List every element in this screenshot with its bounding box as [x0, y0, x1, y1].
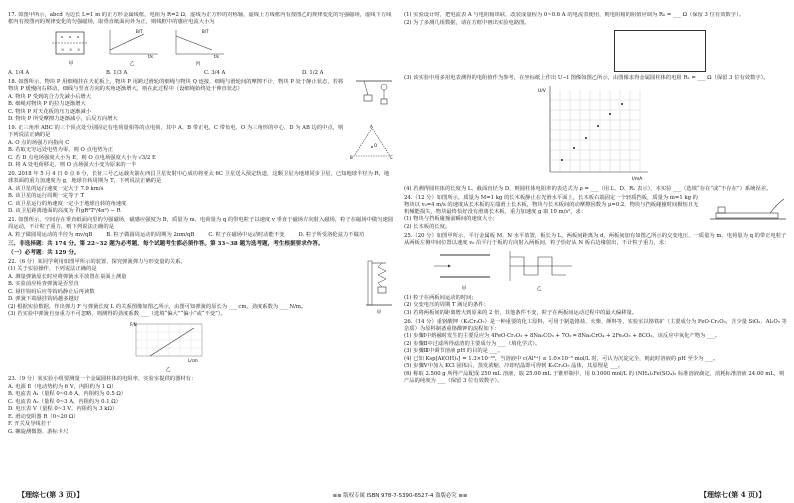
q22-line-6: (2) 根据实验数据，作出弹力 F 与弹簧长度 L 的关系图像如图乙所示，由图可知弹簧的原长为 ___ cm，劲度系数为 ___ N/m。 — [8, 303, 307, 310]
q20-option-c: C. 该卫星运行的角速度一定小于地球自转的角速度 — [8, 200, 127, 207]
q25-line-1: (1) 粒子在两板间运动的时间； — [404, 294, 477, 301]
q19-option-a: A. O 点的场强方向指向 C — [8, 139, 70, 146]
svg-text:×: × — [77, 47, 81, 52]
q18-pulley-diagram — [354, 79, 394, 105]
q25-fig-label-b: 乙 — [536, 285, 542, 292]
q17-b-t-label: t/s — [148, 54, 153, 58]
footer-page-3: 【理综七(第 3 页)】 — [18, 490, 84, 499]
q25-parallel-plates — [434, 249, 494, 283]
q23-item-g: G. 螺旋测微器、游标卡尺 — [8, 428, 69, 435]
q25-voltage-graph — [504, 249, 574, 283]
q20-option-b: B. 该卫星的运行周期一定等于 T — [8, 193, 85, 199]
q23c-line-2: (2) 为了多测几组数据，请在方框中画出实验电路图。 — [404, 19, 530, 26]
q26-line-4: (4) 已知 Ksp[Al(OH)₃] = 1.3×10⁻³³，当溶液中 c(Al³⁺) ≤ 1.0×10⁻⁵ mol/L 时，可认为沉淀完全，则此时溶液的 pH 至少为 ___。 — [404, 355, 719, 362]
q25-stem: 25.（20 分）如图甲所示，平行金属板 M、N 水平放置，板长为 L，两板间距离为 d，两板间加有如图乙所示的交变电压，一质量为 m、电荷量为 q 的带正电粒子从两板左侧中间位置以速度 v₀ 沿平行于板的方向射入两板间，粒子恰好从 N 板右边缘射出，不计粒子重力，求： — [404, 232, 787, 246]
q21-option-d: D. 粒子所受洛伦兹力不做功 — [298, 231, 365, 238]
q22-line-3: B. 实验前应检查弹簧是否竖直 — [8, 281, 79, 287]
q22-axis-l: L/cm — [188, 358, 198, 363]
q20-option-a: A. 该卫星的运行速度一定大于 7.9 km/s — [8, 185, 104, 192]
q19-option-b: B. 若取无穷远处电势为零，则 O 点电势为正 — [8, 147, 114, 153]
svg-text:×: × — [61, 47, 65, 52]
q17-fig-a — [48, 28, 94, 68]
q22-graph-row — [128, 320, 394, 374]
question-26 — [404, 319, 788, 385]
q23-item-c: C. 电流表 A₂（量程 0~3 A，内阻约为 0.1 Ω） — [8, 398, 121, 405]
q19-vertex-a: A — [370, 125, 373, 129]
q17-option-a: A. 1/4 A — [8, 70, 30, 76]
q21-option-c: C. 粒子在磁场中运动时动能不变 — [208, 231, 285, 238]
q22-line-5: D. 弹簧下端悬挂钩码越多越好 — [8, 296, 79, 302]
question-23-continued — [404, 12, 788, 193]
q25-fig-a — [434, 249, 494, 293]
q19-triangle-diagram — [350, 125, 394, 159]
q25-figures — [434, 249, 788, 293]
q20-stem: 20. 2018 年 5 月 4 日 0 点 6 分，长征三号乙运载火箭在西昌卫星发射中心成功将亚太 6C 卫星送入预定轨道，这颗卫星为地球同步卫星，已知地球半径为 R，地球表面的重力加速度为 g，地球自转周期为 T，下列说法正确的是 — [8, 171, 390, 184]
question-25 — [404, 233, 788, 317]
q22-fig-label-a: 甲 — [376, 309, 382, 316]
question-24 — [404, 195, 788, 231]
q23-axis-u: U/V — [538, 88, 546, 94]
q23-item-d: D. 电压表 V（量程 0~3 V，内阻约为 3 kΩ） — [8, 406, 118, 412]
q22-line-1: (1) 关于实验操作，下列说法正确的是 — [8, 266, 97, 272]
q26-line-2: (2) 步骤Ⅱ中过滤所得滤渣的主要成分为 ___（填化学式）。 — [404, 340, 541, 347]
footer-page-4: 【理综七(第 4 页)】 — [700, 490, 766, 499]
circuit-answer-box — [614, 30, 706, 72]
q19-option-c: C. 若 D 点电场强度大小为 E，则 O 点电场强度大小为 √3/2 E — [8, 154, 156, 161]
q19-option-d: D. 将 A 处电荷移走，则 O 点场强大小变为原来的一半 — [8, 162, 137, 168]
q23c-line-4: (4) 若测得圆柱体的长度为 L、截面直径为 D，则圆柱体电阻率的表达式为 ρ = ___（用 L、D、Rₓ 表示），本实验 ___（选填“存在”或“不存在”）系统误差。 — [404, 185, 772, 192]
question-22 — [8, 259, 394, 375]
q22-figures — [364, 259, 394, 317]
q17-fig-label-b: 乙 — [129, 61, 135, 67]
q22-spring-apparatus — [364, 259, 394, 307]
q23-item-b: B. 电流表 A₁（量程 0~0.6 A，内阻约为 0.5 Ω） — [8, 391, 127, 397]
q24-line-1: (1) 物块与挡板碰撞前瞬间的速度大小； — [404, 216, 498, 222]
q22-line-7: (3) 若实验中弹簧自身重力不可忽略，则测得的劲度系数 ___（选填“偏大”“偏小”或“不变”）。 — [8, 311, 226, 317]
q22-graph-wrap — [128, 320, 208, 374]
q23-voltage-current-graph — [536, 84, 656, 184]
q25-line-3: (3) 若将两板间的距离增大到原来的 2 倍，其他条件不变，粒子在两板间运动过程中的最大偏移量。 — [404, 309, 638, 316]
q19-vertex-b: B — [350, 155, 353, 159]
q24-line-2: (2) 长木板的长度。 — [404, 223, 451, 230]
q17-option-c: C. 3/4 A — [204, 70, 226, 76]
q23-stem: 23.（9 分）某实验小组要测量一个金属圆柱体的电阻率，实验室提供的器材有： — [8, 376, 197, 382]
q22-axis-f: F/N — [130, 322, 137, 327]
q23-item-e: E. 滑动变阻器 R（0~20 Ω） — [8, 413, 79, 420]
q17-graph-b — [104, 28, 160, 58]
svg-text:×: × — [69, 47, 73, 52]
q17-c-axis-label: B/T — [202, 29, 209, 34]
q22-stem: 22.（6 分）某同学利用如图甲所示的装置，探究弹簧弹力与形变量的关系。 — [8, 258, 186, 265]
left-page — [8, 12, 394, 482]
q26-stem: 26.（14 分）重铬酸钾（K₂Cr₂O₇）是一种重要的化工原料，可用于制造铬盐、火柴、颜料等，实验室以铬铁矿（主要成分为 FeO·Cr₂O₃，含少量 SiO₂、Al₂O₃ 等杂质）为原料制备重铬酸钾的流程如下： — [404, 318, 787, 332]
q17-fig-b — [104, 28, 160, 68]
q22-force-length-graph — [128, 320, 208, 364]
q20-option-d: D. 该卫星距离地面的高度为 ∛(gR²T²/4π²) − R — [8, 208, 121, 214]
question-20 — [8, 171, 394, 215]
q23-item-a: A. 电源 E（电动势约为 6 V，内阻约为 1 Ω） — [8, 383, 117, 390]
q17-figures — [48, 28, 394, 68]
q17-fig-label-c: 丙 — [195, 61, 201, 67]
q19-center-o: O — [374, 143, 378, 148]
q22-fig-label-b: 乙 — [165, 367, 171, 373]
q26-line-1: (1) 步骤Ⅰ中熔融时发生的主要反应为 4FeO·Cr₂O₃ + 8Na₂CO₃ + 7O₂ ═ 8Na₂CrO₄ + 2Fe₂O₃ + 8CO₂，该反应中氧化产物为 ___。 — [404, 333, 721, 339]
q17-stem: 17. 如图甲所示，abcd 为边长 L=1 m 的正方形金属线框，电阻为 R=2 Ω，虚线为正方形的对称轴，虚线上方线框内有按图乙的规律变化的匀强磁场，虚线下方线框内有按图丙的规律变化的匀强磁场，取垂直纸面向外为正，则线框中的感应电流大小为 — [8, 12, 392, 25]
q23c-line-3: (3) 该实验中用多用电表测得的电阻值作为参考，在坐标纸上作出 U−I 图像如图乙所示，由图像求得金属圆柱体的电阻 Rₓ = ___ Ω（保留 3 位有效数字）。 — [404, 74, 769, 81]
question-23 — [8, 376, 394, 436]
q18-option-c: C. 物块 P 对天花板的压力逐渐减小 — [8, 108, 92, 115]
q23-item-f: F. 开关及导线若干 — [8, 421, 52, 427]
q26-line-6: (6) 称取 2.500 g 所得产品配成 250 mL 溶液，取 25.00 mL 于锥形瓶中，用 0.1000 mol/L 的 (NH₄)₂Fe(SO₄)₂ 标准溶液滴定，消耗标准溶液 24.00 mL，则产品的纯度为 ___（保留 3 位有效数字）。 — [404, 370, 785, 384]
footer-copyright: ≡≡ 版权专属 ISBN 978-7-5390-6527-4 盗版必究 ≡≡ — [332, 493, 468, 499]
section-3a-heading: （一）必考题：共 129 分。 — [8, 249, 80, 256]
q21-option-a: A. 粒子做圆周运动的半径为 mv/qB — [8, 231, 93, 238]
q24-board-diagram — [708, 195, 788, 221]
q23c-line-1: (1) 实验设计时，把电流表 A 与电阻箱串联，改装成量程为 0~0.6 A 的电流表使用，则电阻箱的阻值应调为 R₀ = ___ Ω（保留 3 位有效数字）。 — [404, 12, 745, 18]
q17-fig-c — [170, 28, 226, 68]
q21-option-b: B. 粒子做圆周运动的周期为 2πm/qB — [106, 231, 195, 238]
q23-axis-i: I/mA — [632, 176, 643, 182]
q24-stem: 24.（12 分）如图所示，质量为 M=1 kg 的长木板静止在光滑水平面上，长木板右端固定一个轻质挡板，质量为 m=1 kg 的物块以 v₀=4 m/s 的速度从长木板的左端滑上长木板，物块与长木板间的动摩擦因数为 μ=0.2，物块与挡板碰撞时间极短且无机械能损失，物块最终恰好没有滑离长木板，重力加速度 g 取 10 m/s²，求： — [404, 194, 699, 215]
question-18 — [8, 79, 394, 123]
question-21 — [8, 217, 394, 239]
q26-line-5: (5) 步骤Ⅴ中加入 KCl 固体后，蒸发浓缩、冷却结晶即可得到 K₂Cr₂O₇ 晶体，其原理是 ___。 — [404, 363, 624, 369]
q23-ui-graph-row — [404, 84, 788, 184]
section-3-heading: 三、非选择题：共 174 分。第 22~32 题为必考题，每个试题考生都必须作答。第 33~38 题为选考题，考生根据要求作答。 — [8, 240, 324, 247]
q25-fig-label-a: 甲 — [461, 285, 467, 292]
q19-stem: 19. 正三角形 ABC 的三个顶点处分别固定有电荷量相等的点电荷，其中 A、B 带正电，C 带负电，O 为三角形的中心，D 为 AB 边的中点，则下列说法正确的是 — [8, 125, 344, 138]
q17-option-d: D. 1/2 A — [302, 70, 324, 76]
question-17 — [8, 12, 394, 77]
q17-options — [8, 70, 394, 77]
q18-option-a: A. 物块 P 受到的合力先减小后增大 — [8, 93, 91, 100]
q18-stem: 18. 如图所示，物块 P 用细绳挂在天花板上，物块 P 用跨过滑轮的细绳与物块 Q 连接，细绳与滑轮间的摩擦不计，物块 P 处于静止状态，若将物块 P 缓慢向右移动，细线与竖直方向的夹角逐渐增大，则在此过程中（设细绳始终处于伸直状态） — [8, 79, 344, 92]
q26-line-3: (3) 步骤Ⅲ中调节溶液 pH 的目的是 ___。 — [404, 348, 503, 354]
square-loop-diagram — [48, 28, 94, 58]
q19-vertex-c: C — [390, 155, 393, 159]
q18-option-d: D. 物块 P 所受摩擦力逐渐减小，后反方向增大 — [8, 116, 118, 122]
q22-line-4: C. 悬挂钩码后应等钩码静止后再读数 — [8, 288, 95, 295]
q17-c-t-label: t/s — [214, 54, 219, 58]
q17-graph-c — [170, 28, 226, 58]
q22-line-2: A. 测量弹簧原长时应将弹簧水平放置在桌面上测量 — [8, 273, 127, 280]
q25-line-2: (2) 交变电压的周期 T 满足的条件； — [404, 302, 489, 308]
q17-b-axis-label: B/T — [136, 29, 143, 34]
q18-option-b: B. 细绳对物块 P 的拉力逐渐增大 — [8, 101, 86, 107]
q21-options — [8, 232, 394, 239]
q17-option-b: B. 1/3 A — [106, 70, 128, 76]
q21-stem: 21. 如图所示，空间存在垂直纸面向里的匀强磁场，磁感应强度为 B，质量为 m、电荷量为 q 的带电粒子以速度 v 垂直于磁场方向射入磁场，粒子在磁场中做匀速圆周运动，不计粒子重力，则下列说法正确的是 — [8, 217, 394, 230]
q25-fig-b — [504, 249, 574, 293]
question-19 — [8, 125, 394, 169]
q17-fig-label-a: 甲 — [68, 61, 74, 67]
right-page — [404, 12, 788, 482]
